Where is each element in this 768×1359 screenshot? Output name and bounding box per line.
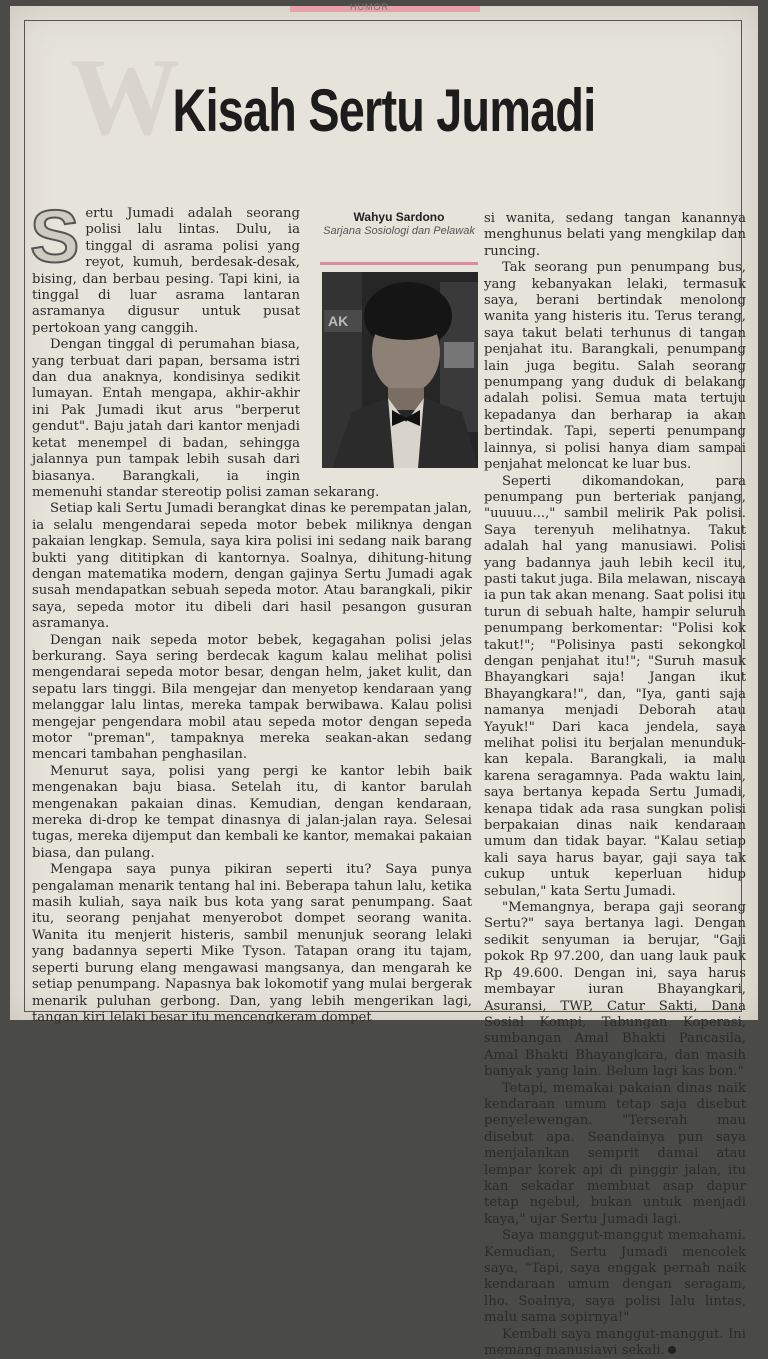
- paragraph: Menurut saya, polisi yang pergi ke kantor lebih baik mengenakan baju biasa. Setelah itu, di kantor barulah mengenakan pakaian dinas. Kemudian, dengan kendaraan, mereka di-drop ke tempat dinasnya di jalan-jalan raya. Selesai tugas, mereka dijemput dan kembali ke kantor, memakai pakaian biasa, dan pulang.: [32, 763, 472, 861]
- article-title: Kisah Sertu Jumadi: [172, 77, 596, 144]
- paragraph: si wanita, sedang tangan kanannya menghunus belati yang mengkilap dan runcing.: [484, 211, 746, 259]
- paragraph-text: Kembali saya manggut-manggut. Ini memang manusiawi sekali.: [484, 1326, 746, 1359]
- drop-cap: S: [30, 195, 80, 278]
- paragraph: [484, 1327, 746, 1359]
- paragraph: Mengapa saya punya pikiran seperti itu? Saya punya pengalaman menarik tentang hal ini. Beberapa tahun lalu, ketika masih kuliah, saya naik bus kota yang sarat penumpang. Saat itu, seorang penjahat menyerobot dompet seorang wanita. Wanita itu menjerit histeris, sambil menunjuk seorang lelaki yang badannya seperti Mike Tyson. Tatapan orang itu tajam, seperti burung elang mengawasi mangsanya, dan mengarah ke setiap penumpang. Napasnya bak lokomotif yang mulai bergerak menarik puluhan gerbong. Dan, yang lebih mengerikan lagi, tangan kiri lelaki besar itu mencengkeram dompet: [32, 862, 472, 1025]
- author-role: Sarjana Sosiologi dan Pelawak: [323, 225, 475, 237]
- paragraph: "Memangnya, berapa gaji seorang Sertu?" saya bertanya lagi. Dengan sedikit senyuman ia berujar, "Gaji pokok Rp 97.200, dan uang lauk pauk Rp 49.600. Dengan ini, saya harus membayar iuran Bhayangkari, Asuransi, TWP, Catur Sakti, Dana Sosial Kompi, Tabungan Koperasi, sumbangan Amal Bhakti Pancasila, Amal Bhakti Bhayangkara, dan masih banyak yang lain. Belum lagi kas bon.": [484, 900, 746, 1080]
- paragraph: Saya manggut-manggut memahami. Kemudian, Sertu Jumadi mencolek saya, "Tapi, saya enggak pernah naik kendaraan umum dengan seragam, lho. Soalnya, saya polisi lalu lintas, malu sama sopirnya!": [484, 1228, 746, 1326]
- author-photo: [322, 272, 478, 468]
- author-portrait: [322, 272, 478, 468]
- column-right: [484, 211, 746, 1359]
- paragraph: Dengan naik sepeda motor bebek, kegagahan polisi jelas berkurang. Saya sering berdecak kagum kalau melihat polisi mengendarai sepeda motor besar, dengan helm, jaket kulit, dan sepatu lars tinggi. Bila mengejar dan menyetop kendaraan yang melanggar lalu lintas, mereka tampak berwibawa. Kalau polisi mengejar pengendara mobil atau sepeda motor dengan sepeda motor "preman", tampaknya mereka seakan-akan sedang mencari tambahan penghasilan.: [32, 632, 472, 763]
- magazine-page: [10, 2, 758, 1359]
- paragraph: Dengan tinggal di perumahan biasa, yang terbuat dari papan, bersama istri dan dua anaknya, kondisinya sedikit lumayan. Entah mengapa, akhir-akhir ini Pak Jumadi ikut arus "berperut gendut". Baju jatah dari kantor menjadi ketat menempel di badan, sehingga jalannya pun tampak lebih susah dari biasanya. Barangkali, ia ingin memenuhi standar stereotip polisi zaman sekarang.: [32, 337, 380, 500]
- author-name: Wahyu Sardono: [353, 210, 445, 224]
- ghost-watermark: W: [70, 36, 180, 158]
- paragraph-text: ertu Jumadi adalah seorang polisi lalu lintas. Dulu, ia tinggal di asrama polisi yang reyot, kumuh, berdesak-desak, bising, dan berbau pesing. Tapi kini, ia tinggal di luar asrama lantaran asramanya digusur untuk pusat pertokoan yang canggih.: [32, 206, 300, 336]
- paragraph: Tak seorang pun penumpang bus, yang kebanyakan lelaki, termasuk saya, berani bertindak menolong wanita yang histeris itu. Terus terang, saya takut belati terhunus di tangan penjahat itu. Barangkali, penumpang lain juga begitu. Salah seorang penumpang yang duduk di belakang adalah polisi. Semua mata tertuju kepadanya dan berharap ia akan bertindak. Tapi, seperti penumpang lainnya, si polisi hanya diam sampai penjahat meloncat ke luar bus.: [484, 260, 746, 473]
- end-mark-icon: [668, 1346, 676, 1354]
- svg-text:AK: AK: [328, 313, 349, 329]
- author-byline: [320, 210, 478, 238]
- paragraph: Tetapi, memakai pakaian dinas naik kendaraan umum tetap saja disebut penyelewengan. "Terserah mau disebut apa. Seandainya pun saya menjalankan semprit damai atau lempar korek api di pinggir jalan, itu kan sekadar membuat asap dapur tetap ngebul, bukan untuk menjadi kaya," ujar Sertu Jumadi lagi.: [484, 1080, 746, 1227]
- photo-accent-rule: [320, 262, 478, 265]
- paragraph: Setiap kali Sertu Jumadi berangkat dinas ke perempatan jalan, ia selalu mengendarai sepeda motor bebek miliknya dengan pakaian lengkap. Semula, saya kira polisi ini sedang naik barang bukti yang dititipkan di kantornya. Soalnya, dihitung-hitung dengan matematika modern, dengan gajinya Sertu Jumadi agak susah mendapatkan sebuah sepeda motor. Atau barangkali, pikir saya, sepeda motor itu dibeli dari hasil pesangon gusuran asramanya.: [32, 501, 472, 632]
- section-label: HUMOR: [350, 2, 389, 12]
- paragraph: Seperti dikomandokan, para penumpang pun berteriak panjang, "uuuuu...," sambil melirik Pak polisi. Saya terenyuh melihatnya. Takut adalah hal yang manusiawi. Polisi yang badannya jauh lebih kecil itu, pasti takut juga. Bila melawan, niscaya ia pun tak akan menang. Saat polisi itu turun di sebuah halte, hampir seluruh penumpang berkomentar: "Polisi kok takut!"; "Polisinya pasti sekongkol dengan penjahat itu!"; "Suruh masuk Bhayangkari saja! Jangan ikut Bhayangkara!", dan, "Iya, ganti saja namanya menjadi Deborah atau Yayuk!" Dari kaca jendela, saya melihat polisi itu berjalan menundukkan kepala. Barangkali, ia malu karena seragamnya. Pada waktu lain, saya bertanya kepada Sertu Jumadi, kenapa tidak ada rasa sungkan polisi berpakaian dinas naik kendaraan umum dan tidak bayar. "Kalau setiap kali saya harus bayar, gaji saya tak cukup untuk keperluan hidup sebulan," kata Sertu Jumadi.: [484, 473, 746, 899]
